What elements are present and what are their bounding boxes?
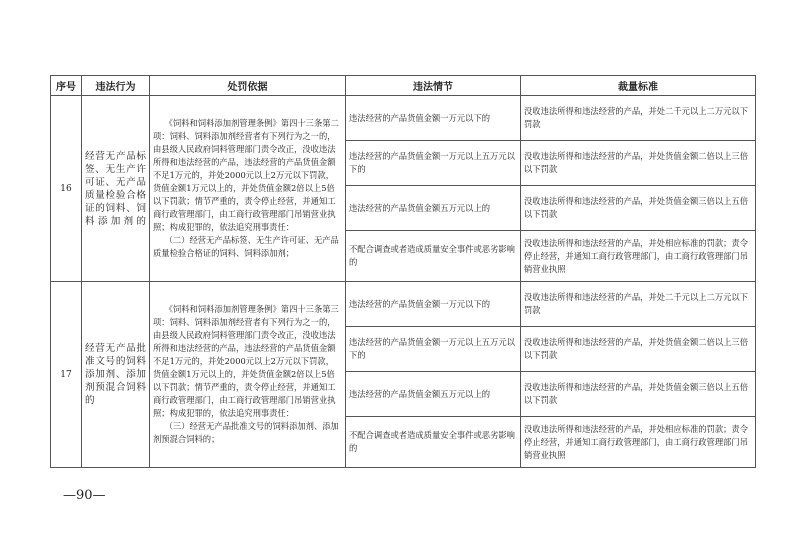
row-basis	[150, 282, 346, 468]
standard-cell: 没收违法所得和违法经营的产品，并处货值金额二倍以上三倍以下罚款	[521, 141, 756, 186]
header-row	[51, 76, 756, 96]
row-seq: 16	[51, 96, 82, 282]
row-basis	[150, 96, 346, 282]
page-number: —90—	[63, 488, 106, 503]
table-row	[51, 282, 756, 327]
basis-item: （三）经营无产品批准文号的饲料添加剂、添加剂预混合饲料的；	[153, 421, 339, 444]
situation-cell: 违法经营的产品货值金额五万元以上的	[346, 372, 521, 417]
header-basis: 处罚依据	[150, 76, 346, 96]
situation-cell: 违法经营的产品货值金额一万元以下的	[346, 96, 521, 141]
situation-cell: 违法经营的产品货值金额一万元以上五万元以下的	[346, 327, 521, 372]
standard-cell: 没收违法所得和违法经营的产品，并处相应标准的罚款；责令停止经营，并通知工商行政管理部门，由工商行政管理部门吊销营业执照	[521, 417, 756, 468]
standard-cell: 没收违法所得和违法经营的产品，并处相应标准的罚款；责令停止经营，并通知工商行政管理部门，由工商行政管理部门吊销营业执照	[521, 231, 756, 282]
standard-cell: 没收违法所得和违法经营的产品，并处货值金额三倍以上五倍以下罚款	[521, 372, 756, 417]
row-act: 经营无产品批准文号的饲料添加剂、添加剂预混合饲料的	[82, 282, 150, 468]
standard-cell: 没收违法所得和违法经营的产品，并处二千元以上二万元以下罚款	[521, 282, 756, 327]
standard-cell: 没收违法所得和违法经营的产品，并处二千元以上二万元以下罚款	[521, 96, 756, 141]
basis-main: 《饲料和饲料添加剂管理条例》第四十三条第三项：饲料、饲料添加剂经营者有下列行为之一的，由县级人民政府饲料管理部门责令改正，没收违法所得和违法经营的产品，违法经营的产品货值金额不足1万元的，并处2000元以上2万元以下罚款，货值金额1万元以上的，并处货值金额2倍以上5倍以下罚款；情节严重的，责令停止经营，并通知工商行政管理部门，由工商行政管理部门吊销营业执照；构成犯罪的，依法追究刑事责任：	[153, 304, 339, 418]
situation-cell: 违法经营的产品货值金额五万元以上的	[346, 186, 521, 231]
header-seq: 序号	[51, 76, 82, 96]
row-act: 经营无产品标签、无生产许可证、无产品质量检验合格证的饲料、饲料添加剂的	[82, 96, 150, 282]
header-act: 违法行为	[82, 76, 150, 96]
standard-cell: 没收违法所得和违法经营的产品，并处货值金额三倍以上五倍以下罚款	[521, 186, 756, 231]
header-situation: 违法情节	[346, 76, 521, 96]
basis-main: 《饲料和饲料添加剂管理条例》第四十三条第二项：饲料、饲料添加剂经营者有下列行为之一的，由县级人民政府饲料管理部门责令改正，没收违法所得和违法经营的产品，违法经营的产品货值金额不足1万元的，并处2000元以上2万元以下罚款，货值金额1万元以上的，并处货值金额2倍以上5倍以下罚款；情节严重的，责令停止经营，并通知工商行政管理部门，由工商行政管理部门吊销营业执照；构成犯罪的，依法追究刑事责任：	[153, 118, 339, 232]
header-standard: 裁量标准	[521, 76, 756, 96]
situation-cell: 不配合调查或者造成质量安全事件或恶劣影响的	[346, 417, 521, 468]
penalty-table	[50, 75, 756, 468]
standard-cell: 没收违法所得和违法经营的产品，并处货值金额二倍以上三倍以下罚款	[521, 327, 756, 372]
situation-cell: 违法经营的产品货值金额一万元以下的	[346, 282, 521, 327]
situation-cell: 违法经营的产品货值金额一万元以上五万元以下的	[346, 141, 521, 186]
situation-cell: 不配合调查或者造成质量安全事件或恶劣影响的	[346, 231, 521, 282]
table-row	[51, 96, 756, 141]
basis-item: （二）经营无产品标签、无生产许可证、无产品质量检验合格证的饲料、饲料添加剂；	[153, 235, 339, 258]
row-seq: 17	[51, 282, 82, 468]
